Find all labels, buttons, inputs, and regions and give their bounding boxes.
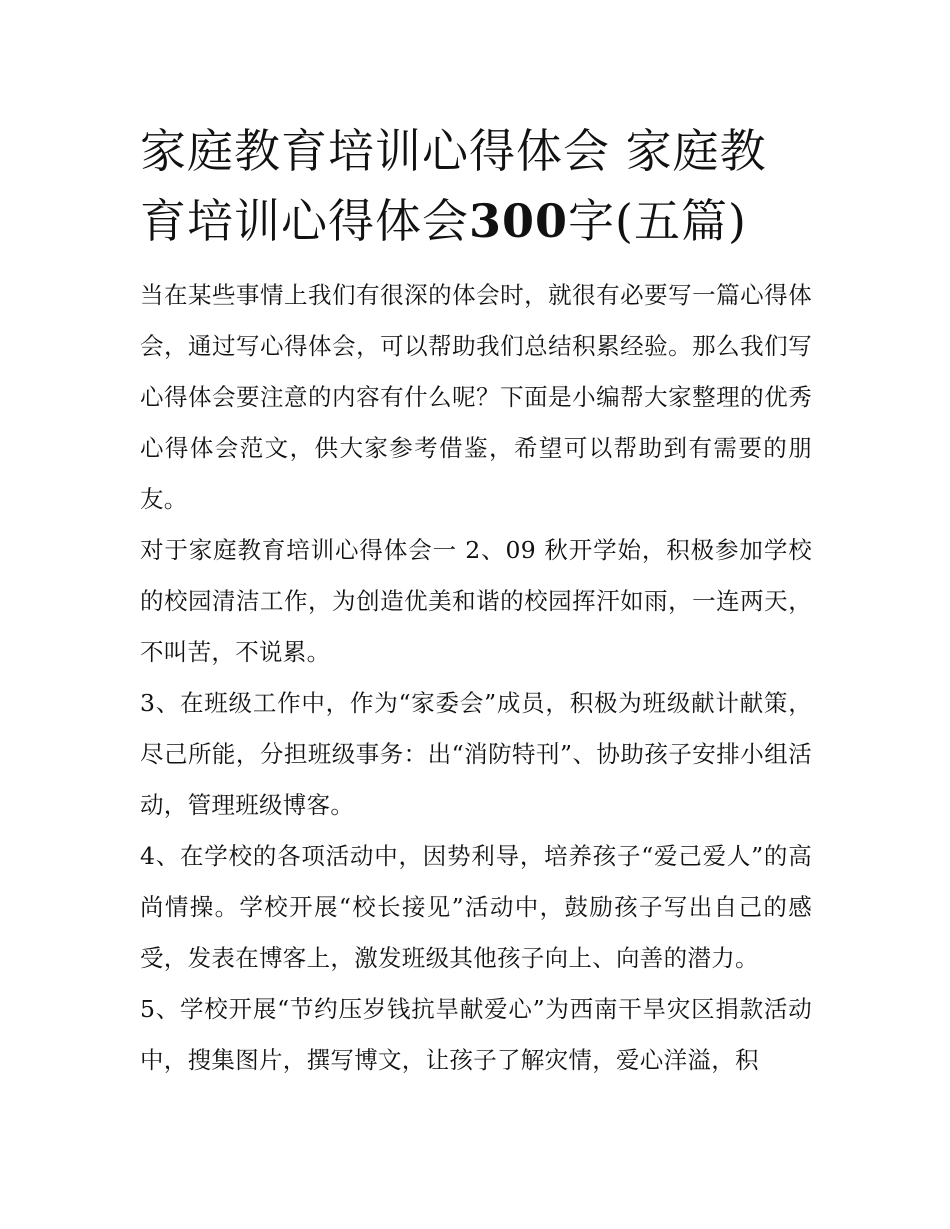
paragraph-item-5: 5、学校开展“节约压岁钱抗旱献爱心”为西南干旱灾区捐款活动中，搜集图片，撰写博文，让孩子了解灾情，爱心洋溢，积 <box>140 995 812 1074</box>
document-body <box>140 116 812 1086</box>
paragraph-item-2: 对于家庭教育培训心得体会一 2、09 秋开学始，积极参加学校的校园清洁工作，为创造优美和谐的校园挥汗如雨，一连两天，不叫苦，不说累。 <box>140 536 812 666</box>
title-number: 300 <box>469 194 569 248</box>
paragraph-item-3: 3、在班级工作中，作为“家委会”成员，积极为班级献计献策，尽己所能，分担班级事务：出“消防特刊”、协助孩子安排小组活动，管理班级博客。 <box>140 689 812 819</box>
document-title <box>140 116 812 256</box>
paragraph-item-4: 4、在学校的各项活动中，因势利导，培养孩子“爱己爱人”的高尚情操。学校开展“校长接见”活动中，鼓励孩子写出自己的感受，发表在博客上，激发班级其他孩子向上、向善的潜力。 <box>140 842 812 972</box>
title-suffix: 字(五篇) <box>568 194 747 248</box>
title-text: 家庭教育培训心得体会 家庭教育培训心得体会 <box>140 124 767 248</box>
intro-paragraph: 当在某些事情上我们有很深的体会时，就很有必要写一篇心得体会，通过写心得体会，可以帮助我们总结积累经验。那么我们写心得体会要注意的内容有什么呢？下面是小编帮大家整理的优秀心得体会范文，供大家参考借鉴，希望可以帮助到有需要的朋友。 <box>140 281 812 513</box>
